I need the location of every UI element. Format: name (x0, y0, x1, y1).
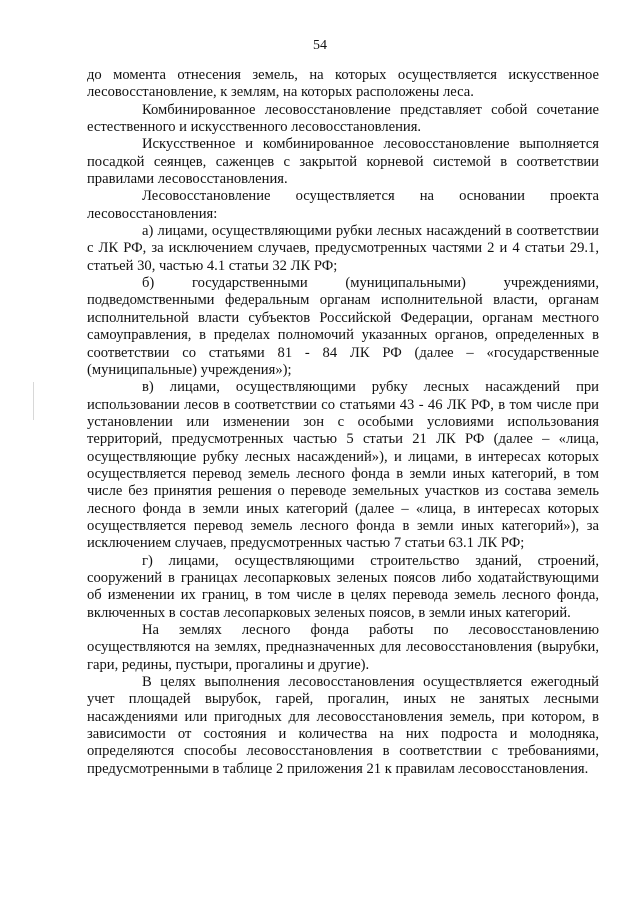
paragraph-item-g: г) лицами, осуществляющими строительство зданий, строений, сооружений в границах лесопарковых зеленых поясов либо ходатайствующими об изменении их границ, в том числе в целях перевода земель лесного фонда, включенных в состав лесопарковых зеленых поясов, в земли иных категорий. (87, 552, 599, 621)
paragraph: Искусственное и комбинированное лесовосстановление выполняется посадкой сеянцев, саженцев с закрытой корневой системой в соответствии правилами лесовосстановления. (87, 136, 599, 188)
paragraph: до момента отнесения земель, на которых осуществляется искусственное лесовосстановление, к землям, на которых расположены леса. (87, 67, 599, 101)
paragraph: Лесовосстановление осуществляется на основании проекта лесовосстановления: (87, 188, 599, 222)
body-text (87, 67, 599, 778)
paragraph: В целях выполнения лесовосстановления осуществляется ежегодный учет площадей вырубок, гарей, прогалин, иных не занятых лесными насаждениями или пригодных для лесовосстановления земель, при котором, в зависимости от состояния и количества на них подроста и молодняка, определяются способы лесовосстановления в соответствии с требованиями, предусмотренными в таблице 2 приложения 21 к правилам лесовосстановления. (87, 674, 599, 777)
paragraph-item-v: в) лицами, осуществляющими рубку лесных насаждений при использовании лесов в соответствии со статьями 43 - 46 ЛК РФ, в том числе при установлении или изменении зон с особыми условиями использования территорий, предусмотренных частью 5 статьи 21 ЛК РФ (далее – «лица, осуществляющие рубку лесных насаждений»), и лицами, в интересах которых осуществляется перевод земель лесного фонда в земли иных категорий, в том числе без принятия решения о переводе земельных участков из состава земель лесного фонда в земли иных категорий (далее – «лица, в интересах которых осуществляется перевод земель лесного фонда в земли иных категорий»), за исключением случаев, предусмотренных частью 7 статьи 63.1 ЛК РФ; (87, 379, 599, 552)
margin-mark (33, 382, 34, 420)
paragraph: Комбинированное лесовосстановление представляет собой сочетание естественного и искусственного лесовосстановления. (87, 101, 599, 136)
page-number: 54 (313, 38, 327, 53)
paragraph-item-a: а) лицами, осуществляющими рубки лесных насаждений в соответствии с ЛК РФ, за исключением случаев, предусмотренных частями 2 и 4 статьи 29.1, статьей 30, частью 4.1 статьи 32 ЛК РФ; (87, 223, 599, 274)
paragraph: На землях лесного фонда работы по лесовосстановлению осуществляются на землях, предназначенных для лесовосстановления (вырубки, гари, редины, пустыри, прогалины и другие). (87, 622, 599, 673)
paragraph-item-b: б) государственными (муниципальными) учреждениями, подведомственными федеральным органам исполнительной власти, органам исполнительной власти субъектов Российской Федерации, органам местного самоуправления, в пределах полномочий указанных органов, определенных в соответствии со статьями 81 - 84 ЛК РФ (далее – «государственные (муниципальные) учреждения»); (87, 275, 599, 378)
